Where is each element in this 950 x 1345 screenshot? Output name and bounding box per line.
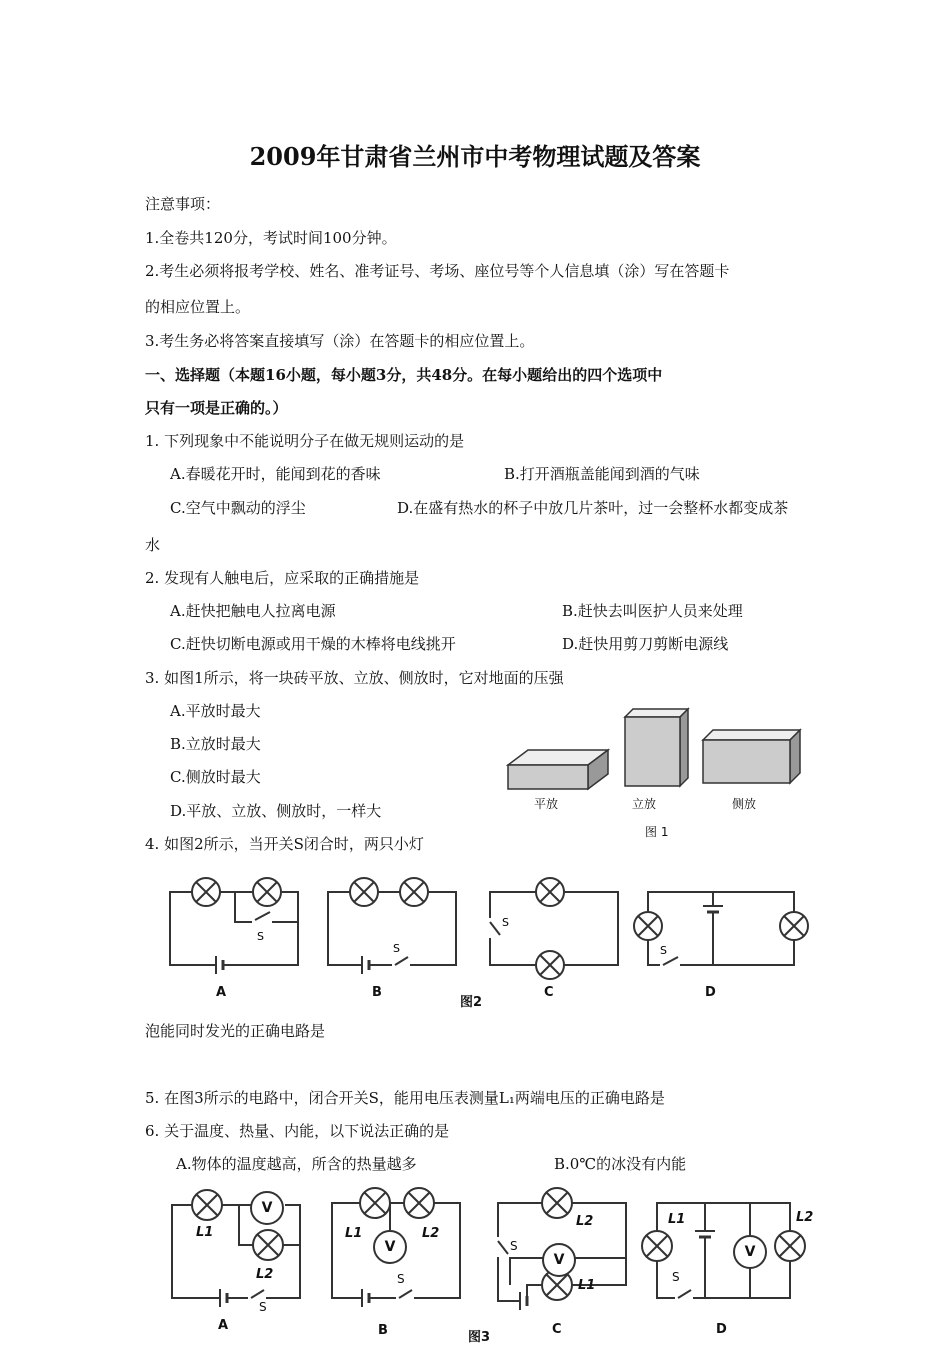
fig3c-l1-label: L1 [578,1278,596,1293]
brick-side [703,730,800,783]
fig3a-voltmeter [250,1191,284,1225]
voltmeter-label: V [744,1244,756,1260]
fig3-label-a: A [218,1318,229,1333]
q3-option-a: A.平放时最大 [170,702,261,720]
fig3d-switch-label: S [672,1270,680,1284]
fig3d-l1-label: L1 [668,1212,686,1227]
fig3b-voltmeter [373,1230,407,1264]
voltmeter-label: V [384,1239,396,1255]
q4-stem-cont: 泡能同时发光的正确电路是 [145,1022,326,1040]
notice-heading: 注意事项： [145,195,221,213]
figure-1-bricks [500,700,810,840]
q2-option-c: C.赶快切断电源或用干燥的木棒将电线挑开 [170,635,456,653]
q3-option-c: C.侧放时最大 [170,768,261,786]
notice-item-3: 3.考生务必将答案直接填写（涂）在答题卡的相应位置上。 [145,332,535,350]
fig2a-switch-label: S [257,930,264,943]
figure-2-circuits [160,870,810,1000]
fig2-label-a: A [216,985,227,1000]
circuit-2c [490,878,618,979]
fig3b-l1-label: L1 [345,1226,363,1241]
fig2-caption: 图2 [460,995,483,1010]
voltmeter-label: V [261,1200,273,1216]
fig3d-voltmeter [733,1235,767,1269]
notice-item-1: 1.全卷共120分，考试时间100分钟。 [145,229,397,247]
q1-option-d-cont: 水 [145,536,161,554]
fig1-caption: 图 1 [645,825,669,839]
q6-option-a: A.物体的温度越高，所含的热量越多 [176,1155,417,1173]
circuit-3d [642,1203,805,1298]
brick-flat [508,750,608,789]
q1-stem: 1. 下列现象中不能说明分子在做无规则运动的是 [145,432,465,450]
fig3d-l2-label: L2 [796,1210,814,1225]
fig3c-voltmeter [542,1243,576,1277]
fig3a-l1-label: L1 [196,1225,214,1240]
brick-upright [625,709,688,786]
q5-stem: 5. 在图3所示的电路中，闭合开关S，能用电压表测量L₁两端电压的正确电路是 [145,1089,665,1107]
section-heading: 一、选择题（本题16小题，每小题3分，共48分。在每小题给出的四个选项中 [145,366,663,384]
q1-option-d: D.在盛有热水的杯子中放几片茶叶，过一会整杯水都变成茶 [397,499,789,517]
q3-stem: 3. 如图1所示，将一块砖平放、立放、侧放时，它对地面的压强 [145,669,564,687]
fig3c-switch-label: S [510,1239,518,1253]
circuit-2a [170,878,298,974]
fig1-label-upright: 立放 [632,797,657,811]
fig1-label-flat: 平放 [534,797,559,811]
q6-option-b: B.0℃的冰没有内能 [554,1155,687,1173]
fig3-label-c: C [552,1322,562,1337]
fig3a-l2-label: L2 [256,1267,274,1282]
fig2-label-c: C [544,985,554,1000]
voltmeter-label: V [553,1252,565,1268]
section-heading-cont: 只有一项是正确的。） [145,399,288,417]
fig3c-l2-label: L2 [576,1214,594,1229]
q1-option-a: A.春暖花开时，能闻到花的香味 [170,465,381,483]
q2-option-d: D.赶快用剪刀剪断电源线 [562,635,729,653]
q1-option-b: B.打开酒瓶盖能闻到酒的气味 [504,465,700,483]
fig3b-switch-label: S [397,1272,405,1286]
fig3b-l2-label: L2 [422,1226,440,1241]
fig3-caption: 图3 [468,1330,491,1345]
q1-option-c: C.空气中飘动的浮尘 [170,499,306,517]
q2-stem: 2. 发现有人触电后，应采取的正确措施是 [145,569,420,587]
q3-option-b: B.立放时最大 [170,735,261,753]
fig2c-switch-label: S [502,916,509,929]
q6-stem: 6. 关于温度、热量、内能，以下说法正确的是 [145,1122,450,1140]
q2-option-a: A.赶快把触电人拉离电源 [170,602,336,620]
fig3-label-b: B [378,1323,388,1338]
q4-stem: 4. 如图2所示，当开关S闭合时，两只小灯 [145,835,424,853]
fig3a-switch-label: S [259,1300,267,1314]
q2-option-b: B.赶快去叫医护人员来处理 [562,602,743,620]
fig2d-switch-label: S [660,944,667,957]
notice-item-2: 2.考生必须将报考学校、姓名、准考证号、考场、座位号等个人信息填（涂）写在答题卡 [145,262,730,280]
fig3-label-d: D [716,1322,727,1337]
fig2-label-b: B [372,985,382,1000]
fig1-label-side: 侧放 [732,797,757,811]
fig2b-switch-label: S [393,942,400,955]
page-title: 2009年甘肃省兰州市中考物理试题及答案 [249,142,701,171]
notice-item-2-cont: 的相应位置上。 [145,298,251,316]
q3-option-d: D.平放、立放、侧放时，一样大 [170,802,382,820]
circuit-2b [328,878,456,974]
fig2-label-d: D [705,985,716,1000]
circuit-2d [634,892,808,965]
